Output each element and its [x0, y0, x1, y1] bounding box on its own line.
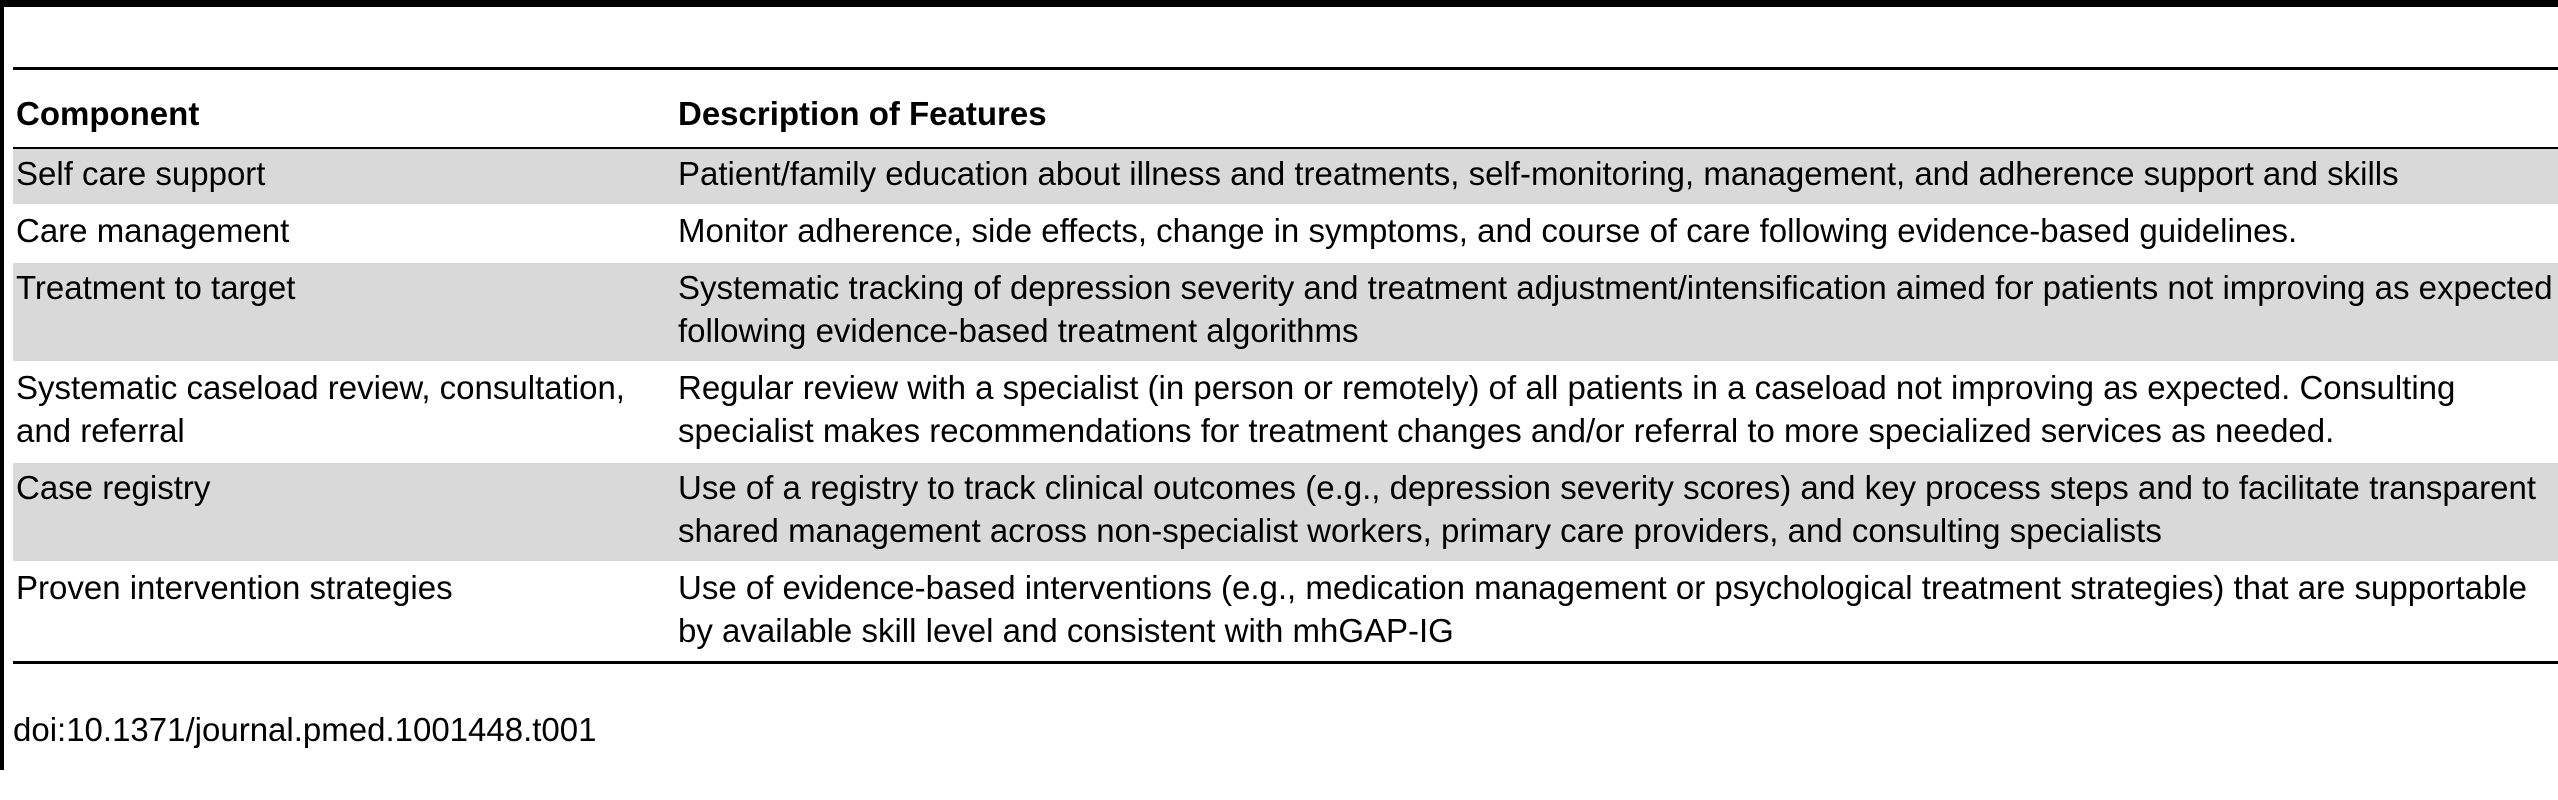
left-border: [0, 0, 4, 770]
component-cell: Treatment to target: [13, 262, 675, 362]
description-cell: Monitor adherence, side effects, change in symptoms, and course of care following evidence-based guidelines.: [675, 205, 2558, 262]
table-row: [13, 148, 2558, 205]
table-row: [13, 262, 2558, 362]
table-row: [13, 562, 2558, 663]
description-cell: Use of evidence-based interventions (e.g., medication management or psychological treatment strategies) that are supportable by available skill level and consistent with mhGAP-IG: [675, 562, 2558, 663]
description-cell: Patient/family education about illness and treatments, self-monitoring, management, and adherence support and skills: [675, 148, 2558, 205]
component-cell: Self care support: [13, 148, 675, 205]
component-cell: Case registry: [13, 462, 675, 562]
components-table: [13, 82, 2558, 664]
component-cell: Systematic caseload review, consultation, and referral: [13, 362, 675, 462]
table-row: [13, 205, 2558, 262]
top-rule: [0, 0, 2558, 7]
component-cell: Care management: [13, 205, 675, 262]
column-header-description: Description of Features: [675, 82, 2558, 148]
header-top-rule: [13, 67, 2558, 70]
column-header-component: Component: [13, 82, 675, 148]
description-cell: Use of a registry to track clinical outcomes (e.g., depression severity scores) and key process steps and to facilitate transparent shared management across non-specialist workers, primary care providers, and consulting specialists: [675, 462, 2558, 562]
component-cell: Proven intervention strategies: [13, 562, 675, 663]
description-cell: Regular review with a specialist (in person or remotely) of all patients in a caseload not improving as expected. Consulting specialist makes recommendations for treatment changes and/or referral to more specialized services as needed.: [675, 362, 2558, 462]
table-header-row: [13, 82, 2558, 148]
table-row: [13, 462, 2558, 562]
doi-footer: doi:10.1371/journal.pmed.1001448.t001: [13, 711, 597, 748]
table-row: [13, 362, 2558, 462]
description-cell: Systematic tracking of depression severity and treatment adjustment/intensification aimed for patients not improving as expected following evidence-based treatment algorithms: [675, 262, 2558, 362]
